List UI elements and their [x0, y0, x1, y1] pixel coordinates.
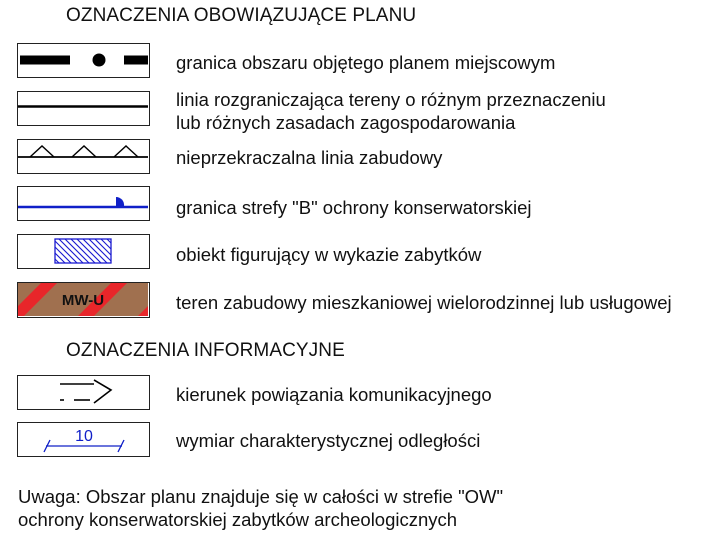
legend-label-dividing-line: linia rozgraniczająca tereny o różnym przeznaczeniu	[176, 89, 606, 110]
legend-label-zone-mwu: teren zabudowy mieszkaniowej wielorodzinnej lub usługowej	[176, 292, 672, 313]
building-line-symbol	[17, 139, 150, 174]
legend-label-building-line: nieprzekraczalna linia zabudowy	[176, 147, 443, 168]
note-block	[18, 485, 503, 531]
heading-informational: OZNACZENIA INFORMACYJNE	[66, 340, 345, 361]
legend-label-boundary: granica obszaru objętego planem miejscowym	[176, 52, 556, 73]
dimension-value-text: 10	[75, 428, 93, 445]
boundary-symbol	[17, 43, 150, 78]
protection-zone-symbol	[17, 186, 150, 221]
dimension-symbol	[17, 422, 150, 457]
note-line-2: ochrony konserwatorskiej zabytków archeologicznych	[18, 509, 458, 530]
legend-label-connection: kierunek powiązania komunikacyjnego	[176, 384, 492, 405]
legend-label-dimension: wymiar charakterystycznej odległości	[176, 430, 481, 451]
dividing-line-symbol	[17, 91, 150, 126]
heading-binding: OZNACZENIA OBOWIĄZUJĄCE PLANU	[66, 5, 417, 26]
note-line-1: Uwaga: Obszar planu znajduje się w całości w strefie "OW"	[18, 486, 504, 507]
zone-code-text: MW-U	[61, 292, 105, 309]
legend-label-protection-zone: granica strefy "B" ochrony konserwatorskiej	[176, 197, 532, 218]
zone-mwu-symbol	[17, 282, 150, 318]
legend-label-monument: obiekt figurujący w wykazie zabytków	[176, 244, 482, 265]
connection-direction-symbol	[17, 375, 150, 410]
legend-label-dividing-line-2: lub różnych zasadach zagospodarowania	[176, 112, 516, 133]
monument-symbol	[17, 234, 150, 269]
